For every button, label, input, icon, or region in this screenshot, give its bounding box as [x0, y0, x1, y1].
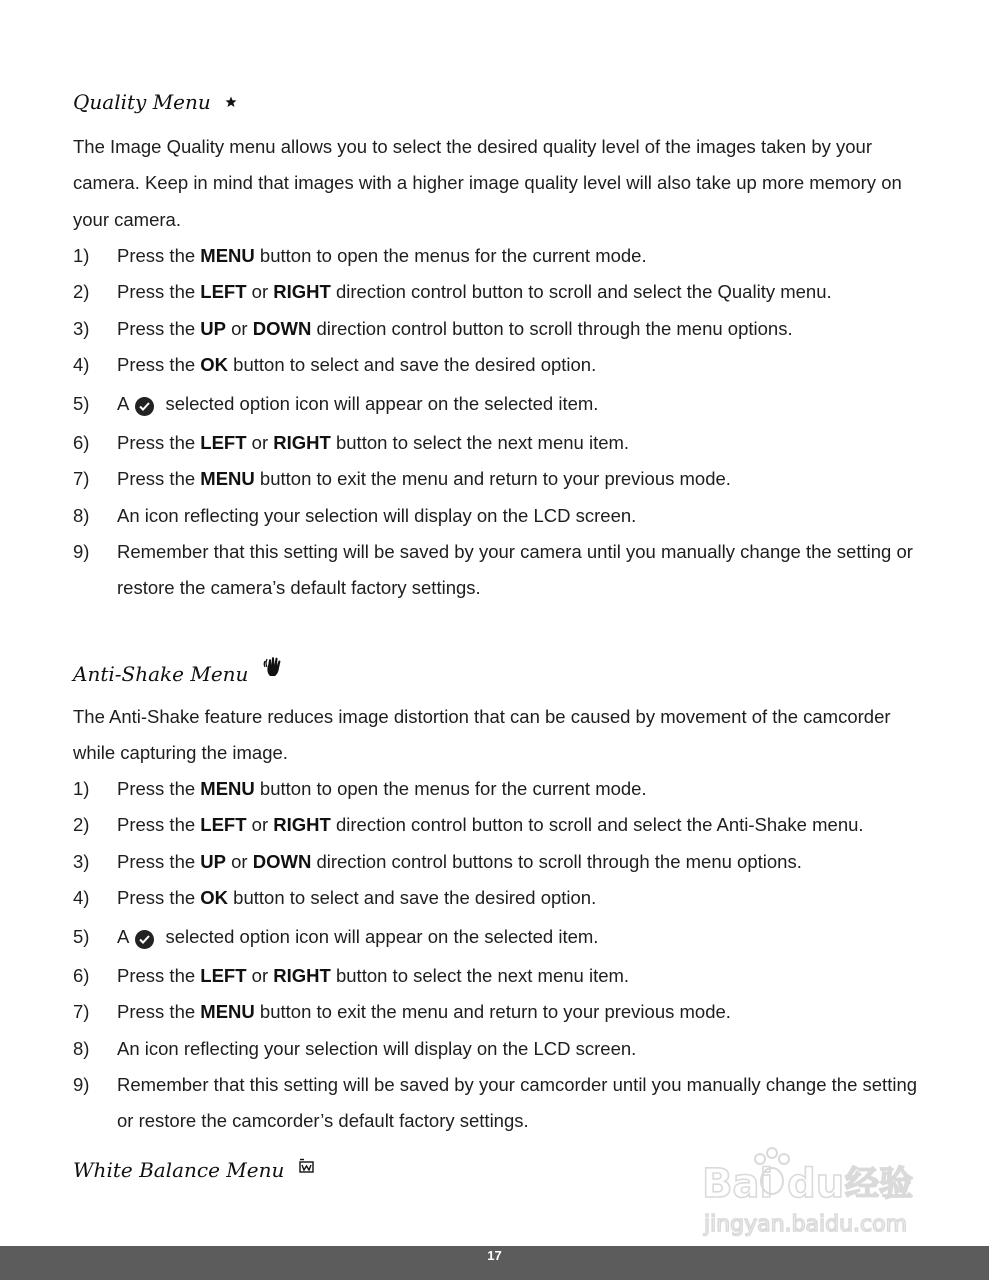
watermark-cn: 经验 — [845, 1164, 913, 1204]
watermark-brand: Bai du — [702, 1161, 845, 1207]
watermark-url: jingyan.baidu.com — [704, 1212, 908, 1237]
list-item: 7) Press the MENU button to exit the menu and return to your previous mode. — [73, 468, 731, 490]
baidu-watermark — [700, 1135, 940, 1245]
list-item: 9) Remember that this setting will be saved by your camera until you manually change the setting or restore the camera’s default factory settings. — [73, 541, 913, 599]
antishake-menu-title: Anti-Shake Menu — [73, 662, 249, 686]
list-item: 8) An icon reflecting your selection will display on the LCD screen. — [73, 1037, 637, 1059]
list-item: 1) Press the MENU button to open the menus for the current mode. — [73, 778, 647, 799]
white-balance-icon — [298, 1158, 316, 1174]
page-number: 17 — [487, 1248, 502, 1263]
list-item: 1) Press the MENU button to open the menus for the current mode. — [73, 245, 647, 266]
list-item: 7) Press the MENU button to exit the menu and return to your previous mode. — [73, 1001, 731, 1023]
list-item: 6) Press the LEFT or RIGHT button to select the next menu item. — [73, 432, 630, 454]
list-item: 5) A selected option icon will appear on the selected item. — [73, 393, 599, 415]
list-item: 8) An icon reflecting your selection will display on the LCD screen. — [73, 504, 637, 526]
quality-steps-list — [73, 238, 933, 607]
star-icon — [225, 96, 237, 108]
checkmark-circle-icon — [135, 930, 154, 949]
whitebalance-menu-heading — [73, 1158, 316, 1182]
list-item: 4) Press the OK button to select and save the desired option. — [73, 353, 597, 375]
list-item: 2) Press the LEFT or RIGHT direction control button to scroll and select the Quality menu. — [73, 281, 832, 303]
antishake-menu-heading — [73, 662, 286, 686]
list-item: 2) Press the LEFT or RIGHT direction control button to scroll and select the Anti-Shake menu. — [73, 814, 864, 836]
antishake-steps-list — [73, 771, 933, 1140]
list-item: 3) Press the UP or DOWN direction control button to scroll through the menu options. — [73, 317, 793, 339]
quality-intro: The Image Quality menu allows you to select the desired quality level of the images taken by your camera. Keep in mind that images with a higher image quality level will also take up more memory on your camera. — [73, 136, 902, 230]
quality-menu-title: Quality Menu — [73, 90, 211, 114]
list-item: 9) Remember that this setting will be saved by your camcorder until you manually change the setting or restore the camcorder’s default factory settings. — [73, 1074, 918, 1132]
hand-icon — [262, 655, 286, 679]
list-item: 6) Press the LEFT or RIGHT button to select the next menu item. — [73, 965, 630, 987]
checkmark-circle-icon — [135, 397, 154, 416]
list-item: 4) Press the OK button to select and save the desired option. — [73, 886, 597, 908]
list-item: 3) Press the UP or DOWN direction control buttons to scroll through the menu options. — [73, 850, 802, 872]
page-footer — [0, 1246, 989, 1280]
whitebalance-menu-title: White Balance Menu — [73, 1158, 285, 1182]
quality-menu-heading — [73, 90, 237, 114]
list-item: 5) A selected option icon will appear on the selected item. — [73, 926, 599, 948]
antishake-intro: The Anti-Shake feature reduces image distortion that can be caused by movement of the camcorder while capturing the image. — [73, 706, 891, 764]
